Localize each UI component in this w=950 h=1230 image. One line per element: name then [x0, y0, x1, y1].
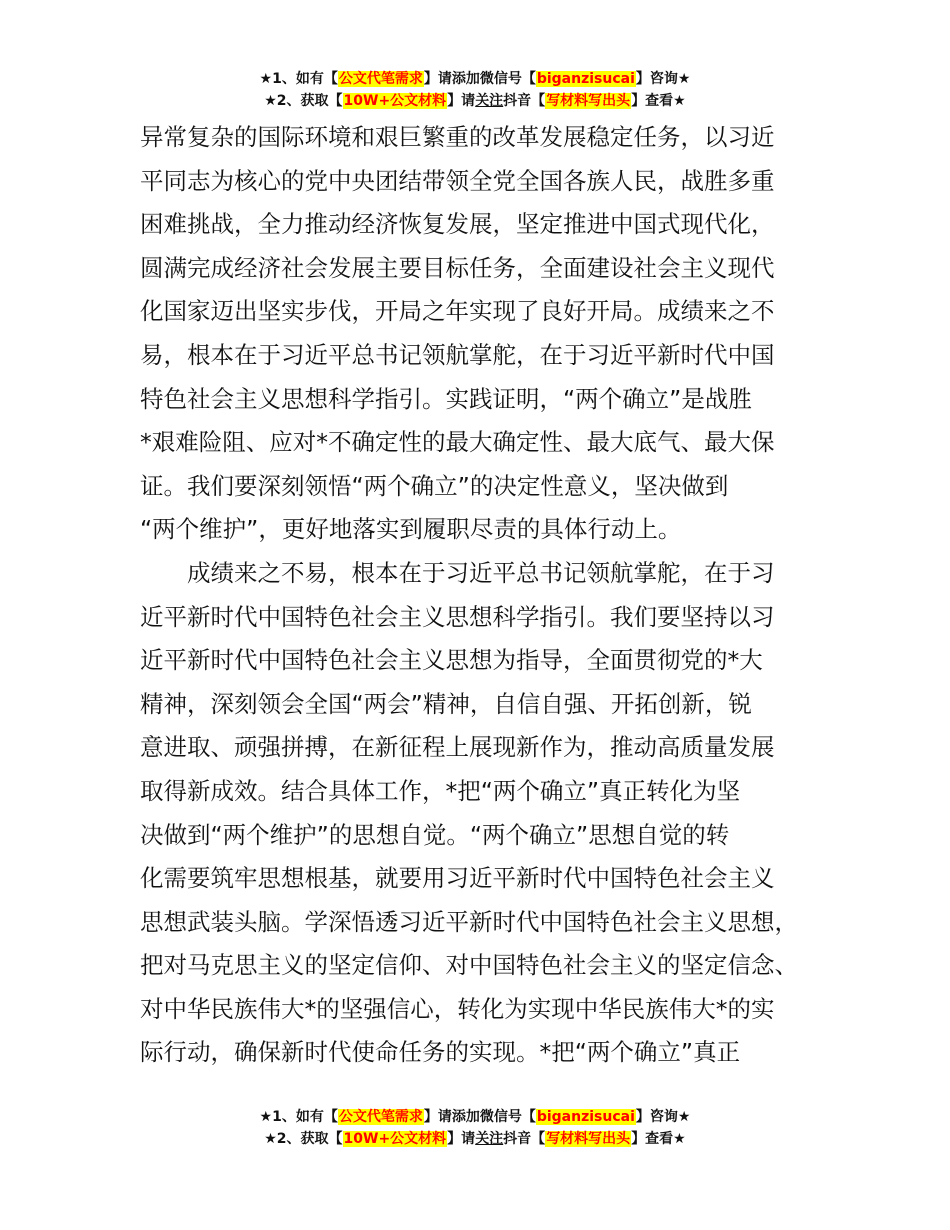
body-line: 圆满完成经济社会发展主要目标任务，全面建设社会主义现代 — [140, 253, 775, 282]
highlight-materials: 10W+公文材料 — [343, 1131, 447, 1147]
body-line: 际行动，确保新时代使命任务的实现。*把“两个确立”真正 — [140, 1038, 741, 1067]
highlight-ghostwriting: 公文代笔需求 — [338, 71, 423, 87]
banner-line-2: ★2、获取【10W+公文材料】请关注抖音【写材料写出头】查看★ — [264, 93, 686, 109]
body-line: 决做到“两个维护”的思想自觉。“两个确立”思想自觉的转 — [140, 820, 730, 849]
banner-line-1: ★1、如有【公文代笔需求】请添加微信号【biganzisucai】咨询★ — [259, 1109, 691, 1125]
footer-banner — [0, 1106, 950, 1150]
body-line: 平同志为核心的党中央团结带领全党全国各族人民，战胜多重 — [140, 166, 775, 195]
body-line: 困难挑战，全力推动经济恢复发展，坚定推进中国式现代化， — [140, 210, 775, 239]
header-banner — [0, 68, 950, 112]
banner-line-1: ★1、如有【公文代笔需求】请添加微信号【biganzisucai】咨询★ — [259, 71, 691, 87]
body-line: 化需要筑牢思想根基，就要用习近平新时代中国特色社会主义 — [140, 864, 775, 893]
body-line: 精神，深刻领会全国“两会”精神，自信自强、开拓创新，锐 — [140, 689, 752, 718]
banner-line-2: ★2、获取【10W+公文材料】请关注抖音【写材料写出头】查看★ — [264, 1131, 686, 1147]
body-line: 化国家迈出坚实步伐，开局之年实现了良好开局。成绩来之不 — [140, 297, 775, 326]
highlight-douyin-account: 写材料写出头 — [546, 93, 631, 109]
body-line: 异常复杂的国际环境和艰巨繁重的改革发展稳定任务，以习近 — [140, 123, 775, 151]
highlight-materials: 10W+公文材料 — [343, 93, 447, 109]
body-line: *艰难险阻、应对*不确定性的最大确定性、最大底气、最大保 — [140, 428, 775, 457]
highlight-wechat-id: biganzisucai — [536, 1109, 635, 1125]
body-line: 取得新成效。结合具体工作，*把“两个确立”真正转化为坚 — [140, 776, 741, 805]
body-line: 近平新时代中国特色社会主义思想为指导，全面贯彻党的*大 — [140, 646, 763, 675]
body-line: 成绩来之不易，根本在于习近平总书记领航掌舵，在于习 — [140, 558, 775, 587]
highlight-ghostwriting: 公文代笔需求 — [338, 1109, 423, 1125]
body-line: 意进取、顽强拼搏，在新征程上展现新作为，推动高质量发展 — [140, 733, 775, 762]
follow-text: 关注 — [475, 1131, 504, 1147]
highlight-wechat-id: biganzisucai — [536, 71, 635, 87]
follow-text: 关注 — [475, 93, 504, 109]
body-line: 把对马克思主义的坚定信仰、对中国特色社会主义的坚定信念、 — [140, 951, 798, 980]
body-line: “两个维护”，更好地落实到履职尽责的具体行动上。 — [140, 515, 682, 544]
document-body — [140, 116, 830, 1075]
body-line: 近平新时代中国特色社会主义思想科学指引。我们要坚持以习 — [140, 602, 775, 631]
body-line: 思想武装头脑。学深悟透习近平新时代中国特色社会主义思想， — [140, 907, 798, 936]
highlight-douyin-account: 写材料写出头 — [546, 1131, 631, 1147]
body-line: 特色社会主义思想科学指引。实践证明，“两个确立”是战胜 — [140, 384, 752, 413]
body-line: 易，根本在于习近平总书记领航掌舵，在于习近平新时代中国 — [140, 340, 775, 369]
body-line: 对中华民族伟大*的坚强信心，转化为实现中华民族伟大*的实 — [140, 994, 775, 1023]
body-line: 证。我们要深刻领悟“两个确立”的决定性意义，坚决做到 — [140, 471, 729, 500]
